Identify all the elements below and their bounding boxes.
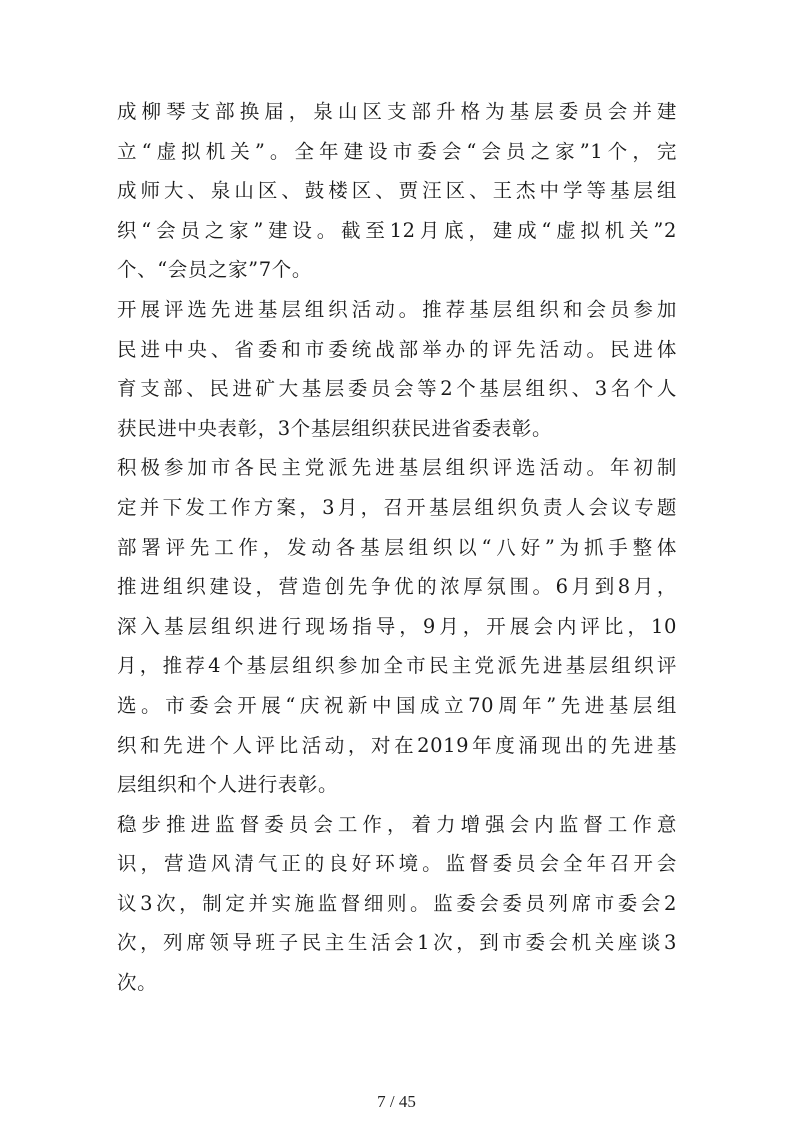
text-line: 成柳琴支部换届，泉山区支部升格为基层委员会并建 xyxy=(117,100,677,123)
text-line: 个、“会员之家”7个。 xyxy=(117,258,312,282)
text-line: 定并下发工作方案，3月，召开基层组织负责人会议专题 xyxy=(117,495,677,519)
text-line: 层组织和个人进行表彰。 xyxy=(117,773,339,797)
text-line: 开展评选先进基层组织活动。推荐基层组织和会员参加 xyxy=(117,297,677,321)
text-line: 立“虚拟机关”。全年建设市委会“会员之家”1个，完 xyxy=(117,139,677,163)
text-line: 次，列席领导班子民主生活会1次，到市委会机关座谈3 xyxy=(117,931,677,955)
text-line: 织和先进个人评比活动，对在2019年度涌现出的先进基 xyxy=(117,733,677,757)
text-line: 议3次，制定并实施监督细则。监委会委员列席市委会2 xyxy=(117,891,677,915)
text-line: 部署评先工作，发动各基层组织以“八好”为抓手整体 xyxy=(117,535,677,559)
text-line: 织“会员之家”建设。截至12月底，建成“虚拟机关”2 xyxy=(117,218,677,242)
page-number: 7 / 45 xyxy=(377,1092,416,1111)
text-line: 获民进中央表彰，3个基层组织获民进省委表彰。 xyxy=(117,416,553,440)
text-line: 稳步推进监督委员会工作，着力增强会内监督工作意 xyxy=(117,812,677,836)
text-line: 深入基层组织进行现场指导，9月，开展会内评比，10 xyxy=(117,614,677,638)
body-text xyxy=(117,92,677,1003)
text-line: 积极参加市各民主党派先进基层组织评选活动。年初制 xyxy=(117,456,677,480)
text-line: 成师大、泉山区、鼓楼区、贾汪区、王杰中学等基层组 xyxy=(117,179,677,203)
text-line: 次。 xyxy=(117,971,158,995)
text-line: 识，营造风清气正的良好环境。监督委员会全年召开会 xyxy=(117,852,677,876)
text-line: 选。市委会开展“庆祝新中国成立70周年”先进基层组 xyxy=(117,693,677,717)
text-line: 育支部、民进矿大基层委员会等2个基层组织、3名个人 xyxy=(117,377,677,401)
text-line: 月，推荐4个基层组织参加全市民主党派先进基层组织评 xyxy=(117,654,677,678)
text-line: 推进组织建设，营造创先争优的浓厚氛围。6月到8月， xyxy=(117,575,677,599)
text-line: 民进中央、省委和市委统战部举办的评先活动。民进体 xyxy=(117,337,677,361)
